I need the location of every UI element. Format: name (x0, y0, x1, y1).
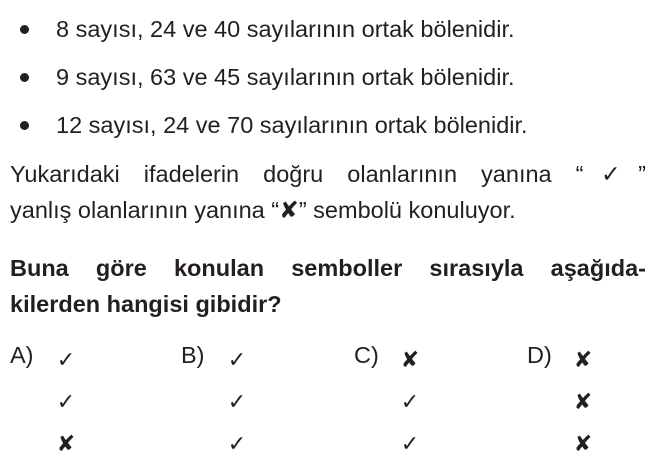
question-line-1: Buna göre konulan semboller sırasıyla aşağıda- (10, 255, 646, 281)
statement-text: 8 sayısı, 24 ve 40 sayılarının ortak bölenidir. (56, 16, 515, 42)
bullet-icon (20, 121, 29, 130)
instruction-text: ” sembolü konuluyor. (298, 197, 516, 223)
option-d[interactable] (527, 340, 648, 470)
option-symbol: ✘ (573, 348, 593, 373)
option-symbol: ✓ (227, 348, 247, 373)
instruction-paragraph (10, 156, 646, 228)
option-letter: C) (354, 342, 379, 368)
option-symbol: ✘ (56, 432, 76, 457)
instruction-text: Yukarıdaki ifadelerin doğru olanlarının yanına “ (10, 161, 584, 187)
option-b[interactable] (181, 340, 331, 470)
option-symbol: ✘ (400, 348, 420, 373)
statement-text: 12 sayısı, 24 ve 70 sayılarının ortak bölenidir. (56, 112, 528, 138)
option-symbol: ✓ (227, 390, 247, 415)
cross-mark-icon: ✘ (279, 196, 299, 224)
question-stem (10, 250, 646, 322)
option-symbol: ✘ (573, 432, 593, 457)
instruction-line-1 (10, 156, 646, 192)
option-symbol: ✓ (400, 432, 420, 457)
option-symbol: ✓ (400, 390, 420, 415)
statement-1 (14, 14, 644, 62)
option-letter: B) (181, 342, 205, 368)
instruction-text: yanlış olanlarının yanına “ (10, 197, 280, 223)
statement-text: 9 sayısı, 63 ve 45 sayılarının ortak bölenidir. (56, 64, 515, 90)
option-c[interactable] (354, 340, 504, 470)
bullet-icon (20, 25, 29, 34)
option-symbol: ✘ (573, 390, 593, 415)
option-letter: A) (10, 342, 34, 368)
instruction-line-2 (10, 192, 646, 228)
option-letter: D) (527, 342, 552, 368)
option-symbol: ✓ (56, 390, 76, 415)
instruction-text: ” (638, 161, 646, 187)
statement-list (14, 14, 644, 158)
option-symbol: ✓ (227, 432, 247, 457)
option-a[interactable] (10, 340, 160, 470)
bullet-icon (20, 73, 29, 82)
statement-3 (14, 110, 644, 158)
question-line-2: kilerden hangisi gibidir? (10, 291, 282, 317)
check-mark-icon: ✓ (583, 160, 639, 188)
option-symbol: ✓ (56, 348, 76, 373)
statement-2 (14, 62, 644, 110)
